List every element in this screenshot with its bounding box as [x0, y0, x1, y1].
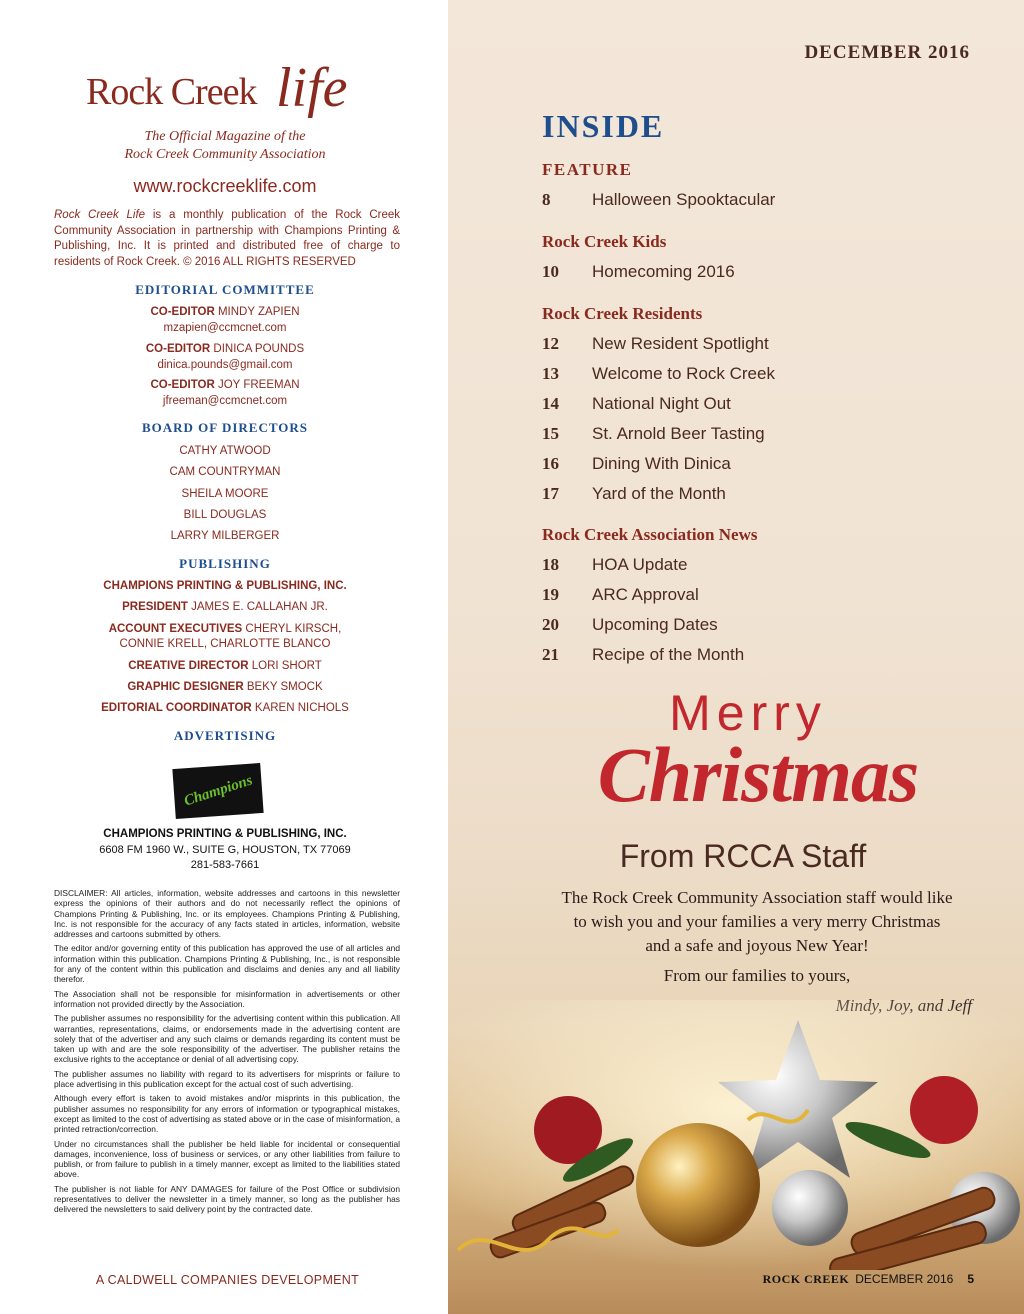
- message-line-1: The Rock Creek Community Association staff would like: [561, 888, 953, 907]
- toc-item[interactable]: [542, 362, 775, 386]
- editor-email[interactable]: dinica.pounds@gmail.com: [157, 359, 293, 371]
- footer-brand: ROCK CREEK: [762, 1272, 850, 1286]
- intro-text: is a monthly publication of the Rock Creek Community Association in partnership with Champions Printing & Publishing, Inc. It is printed and distributed free of charge to residents of Rock Creek. © 2016 ALL RIGHTS RESERVED: [54, 209, 401, 268]
- toc-title: Halloween Spooktacular: [592, 190, 776, 209]
- editor-entry: [60, 377, 390, 393]
- toc-title: Recipe of the Month: [592, 645, 745, 664]
- toc-page-number: 14: [542, 394, 559, 413]
- toc-item[interactable]: [542, 643, 744, 667]
- website-link[interactable]: www.rockcreeklife.com: [133, 176, 317, 196]
- advertising-company: CHAMPIONS PRINTING & PUBLISHING, INC.: [103, 828, 347, 840]
- toc-page-number: 10: [542, 262, 559, 281]
- page-number: 5: [967, 1272, 974, 1286]
- publishing-company-name: CHAMPIONS PRINTING & PUBLISHING, INC.: [103, 580, 347, 592]
- toc-page-number: 12: [542, 334, 559, 353]
- ae-names: CHERYL KIRSCH,: [242, 623, 342, 635]
- president-entry: [60, 599, 390, 615]
- toc-item[interactable]: [542, 188, 775, 212]
- gold-ornament-icon: [636, 1123, 760, 1247]
- advertising-heading: ADVERTISING: [173, 728, 277, 743]
- toc-page-number: 18: [542, 555, 559, 574]
- developer-credit: A CALDWELL COMPANIES DEVELOPMENT: [95, 1273, 360, 1287]
- toc-item[interactable]: [542, 583, 699, 607]
- silver-ornament-icon: [772, 1170, 848, 1246]
- disclaimer-paragraph: The publisher assumes no liability with regard to its advertisers for misprints or failure to place advertising in this publication except for the actual cost of such advertising.: [54, 1068, 400, 1090]
- disclaimer-paragraph: The editor and/or governing entity of this publication has approved the use of all articles and information within this publication. Champions Printing & Publishing, Inc., is not responsible for any of the content within this publication and disclaims and denies any and all liability therefor.: [54, 943, 400, 985]
- toc-title: St. Arnold Beer Tasting: [592, 424, 765, 443]
- disclaimer-paragraph: Under no circumstances shall the publisher be held liable for incidental or consequential damages, inconvenience, loss of business or services, or any other liabilities from failure to publish, or from failure to publish in a timely manner, except as limited to the liabilities stated above.: [54, 1138, 400, 1180]
- toc-page-number: 8: [542, 190, 551, 209]
- toc-item[interactable]: [542, 553, 687, 577]
- cd-role: CREATIVE DIRECTOR: [128, 660, 249, 672]
- toc-title: Dining With Dinica: [592, 454, 731, 473]
- toc-title: Homecoming 2016: [592, 262, 735, 281]
- editor-entry: [60, 304, 390, 320]
- publishing-company: [60, 578, 390, 594]
- toc-title: Welcome to Rock Creek: [592, 364, 775, 383]
- disclaimer-paragraph: Although every effort is taken to avoid mistakes and/or misprints in this publication, the publisher assumes no responsibility for any errors of information or typographical mistakes, except as limited to the cost of advertising as stated above or in the case of misinformation, a printed retraction/correction.: [54, 1093, 400, 1135]
- creative-director-entry: [60, 658, 390, 674]
- toc-title: National Night Out: [592, 394, 731, 413]
- editor-name: MINDY ZAPIEN: [214, 306, 300, 318]
- section-heading-feature: FEATURE: [542, 160, 633, 179]
- president-name: JAMES E. CALLAHAN JR.: [187, 601, 328, 613]
- editor-entry: [60, 341, 390, 357]
- editor-role: CO-EDITOR: [150, 379, 215, 391]
- section-heading-residents: Rock Creek Residents: [542, 304, 703, 323]
- toc-item[interactable]: [542, 452, 731, 476]
- section-heading-kids: Rock Creek Kids: [542, 232, 667, 251]
- disclaimer-paragraph: The publisher is not liable for ANY DAMAGES for failure of the Post Office or subdivision representatives to deliver the newsletter in a timely manner, so long as the publisher has delivered the newsletters to said delivery point by the contracted date.: [54, 1183, 400, 1215]
- ae-role: ACCOUNT EXECUTIVES: [108, 623, 243, 635]
- toc-page-number: 21: [542, 645, 559, 664]
- toc-page-number: 19: [542, 585, 559, 604]
- disclaimer-paragraph: The publisher assumes no responsibility for the advertising content within this publication. All warranties, representations, claims, or endorsements made in the advertising content are solely that of the advertiser and any such claims or demands regarding its content must be taken up with and are the sole responsibility of the advertiser. The publisher retains the exclusive rights to the acceptance or denial of all advertising copy.: [54, 1013, 400, 1065]
- editor-name: JOY FREEMAN: [214, 379, 300, 391]
- toc-item[interactable]: [542, 392, 731, 416]
- advertising-address: 6608 FM 1960 W., SUITE G, HOUSTON, TX 77069: [99, 844, 351, 856]
- ec-name: KAREN NICHOLS: [251, 702, 349, 714]
- gd-name: BEKY SMOCK: [243, 681, 323, 693]
- board-member: CATHY ATWOOD: [179, 445, 271, 457]
- disclaimer-block: [54, 888, 400, 1219]
- board-heading: BOARD OF DIRECTORS: [141, 420, 309, 435]
- toc-title: ARC Approval: [592, 585, 699, 604]
- message-line-2: to wish you and your families a very merry Christmas: [573, 912, 941, 931]
- toc-item[interactable]: [542, 482, 726, 506]
- account-executives-names: CONNIE KRELL, CHARLOTTE BLANCO: [119, 638, 331, 650]
- ec-role: EDITORIAL COORDINATOR: [101, 702, 252, 714]
- footer-date: DECEMBER 2016: [855, 1272, 954, 1286]
- logo-rock-creek-text: Rock Creek: [86, 71, 257, 113]
- cd-name: LORI SHORT: [248, 660, 322, 672]
- board-member: SHEILA MOORE: [181, 488, 269, 500]
- inside-heading: INSIDE: [542, 108, 665, 144]
- president-role: PRESIDENT: [122, 601, 188, 613]
- toc-page-number: 15: [542, 424, 559, 443]
- editor-role: CO-EDITOR: [145, 343, 211, 355]
- graphic-designer-entry: [60, 679, 390, 695]
- champions-logo-text: Champions: [181, 771, 255, 810]
- section-heading-association-news: Rock Creek Association News: [542, 525, 758, 544]
- tagline-line-2: Rock Creek Community Association: [124, 147, 326, 162]
- christmas-script-heading: Christmas: [597, 731, 919, 818]
- toc-page-number: 17: [542, 484, 559, 503]
- toc-item[interactable]: [542, 422, 765, 446]
- board-member: BILL DOUGLAS: [183, 509, 267, 521]
- toc-page-number: 13: [542, 364, 559, 383]
- editor-email[interactable]: jfreeman@ccmcnet.com: [162, 395, 288, 407]
- toc-title: Yard of the Month: [592, 484, 726, 503]
- account-executives-entry: [60, 621, 390, 637]
- editor-role: CO-EDITOR: [150, 306, 215, 318]
- toc-title: New Resident Spotlight: [592, 334, 769, 353]
- red-ornament-icon: [910, 1076, 978, 1144]
- toc-page-number: 20: [542, 615, 559, 634]
- rock-creek-life-logo: [86, 57, 376, 128]
- disclaimer-paragraph: DISCLAIMER: All articles, information, website addresses and cartoons in this newsletter express the opinions of their authors and do not necessarily reflect the opinions of Champions Printing & Publishing, Inc. or its employees. Champions Printing & Publishing, Inc. is not responsible for the accuracy of any facts stated in articles, information, website addresses and cartoons submitted by others.: [54, 888, 400, 940]
- merry-heading: Merry: [669, 685, 827, 741]
- champions-logo: [172, 763, 263, 819]
- disclaimer-paragraph: The Association shall not be responsible for misinformation in advertisements or other information not provided directly by the Association.: [54, 988, 400, 1009]
- editorial-heading: EDITORIAL COMMITTEE: [135, 282, 315, 297]
- advertising-phone: 281-583-7661: [190, 859, 260, 871]
- logo-life-text: life: [276, 57, 348, 119]
- toc-item[interactable]: [542, 332, 769, 356]
- page-footer: [763, 1272, 974, 1287]
- board-member: LARRY MILBERGER: [170, 530, 280, 542]
- toc-item[interactable]: [542, 613, 718, 637]
- masthead-column: [0, 0, 448, 1314]
- gd-role: GRAPHIC DESIGNER: [127, 681, 244, 693]
- contents-column: [448, 0, 1024, 1314]
- christmas-ornaments-image: [448, 1000, 1024, 1270]
- intro-paragraph: [54, 208, 400, 270]
- toc-page-number: 16: [542, 454, 559, 473]
- board-member: CAM COUNTRYMAN: [169, 466, 281, 478]
- message-closing: From our families to yours,: [663, 966, 851, 985]
- toc-item[interactable]: [542, 260, 735, 284]
- editor-email[interactable]: mzapien@ccmcnet.com: [163, 322, 287, 334]
- message-line-3: and a safe and joyous New Year!: [645, 936, 869, 955]
- from-staff-heading: From RCCA Staff: [619, 838, 867, 874]
- issue-date: DECEMBER 2016: [804, 42, 970, 63]
- tagline-line-1: The Official Magazine of the: [144, 129, 306, 144]
- editor-name: DINICA POUNDS: [210, 343, 305, 355]
- intro-title: Rock Creek Life: [54, 209, 146, 221]
- publishing-heading: PUBLISHING: [179, 556, 271, 571]
- editorial-coordinator-entry: [60, 700, 390, 716]
- toc-title: HOA Update: [592, 555, 688, 574]
- toc-title: Upcoming Dates: [592, 615, 718, 634]
- tagline: [60, 128, 390, 164]
